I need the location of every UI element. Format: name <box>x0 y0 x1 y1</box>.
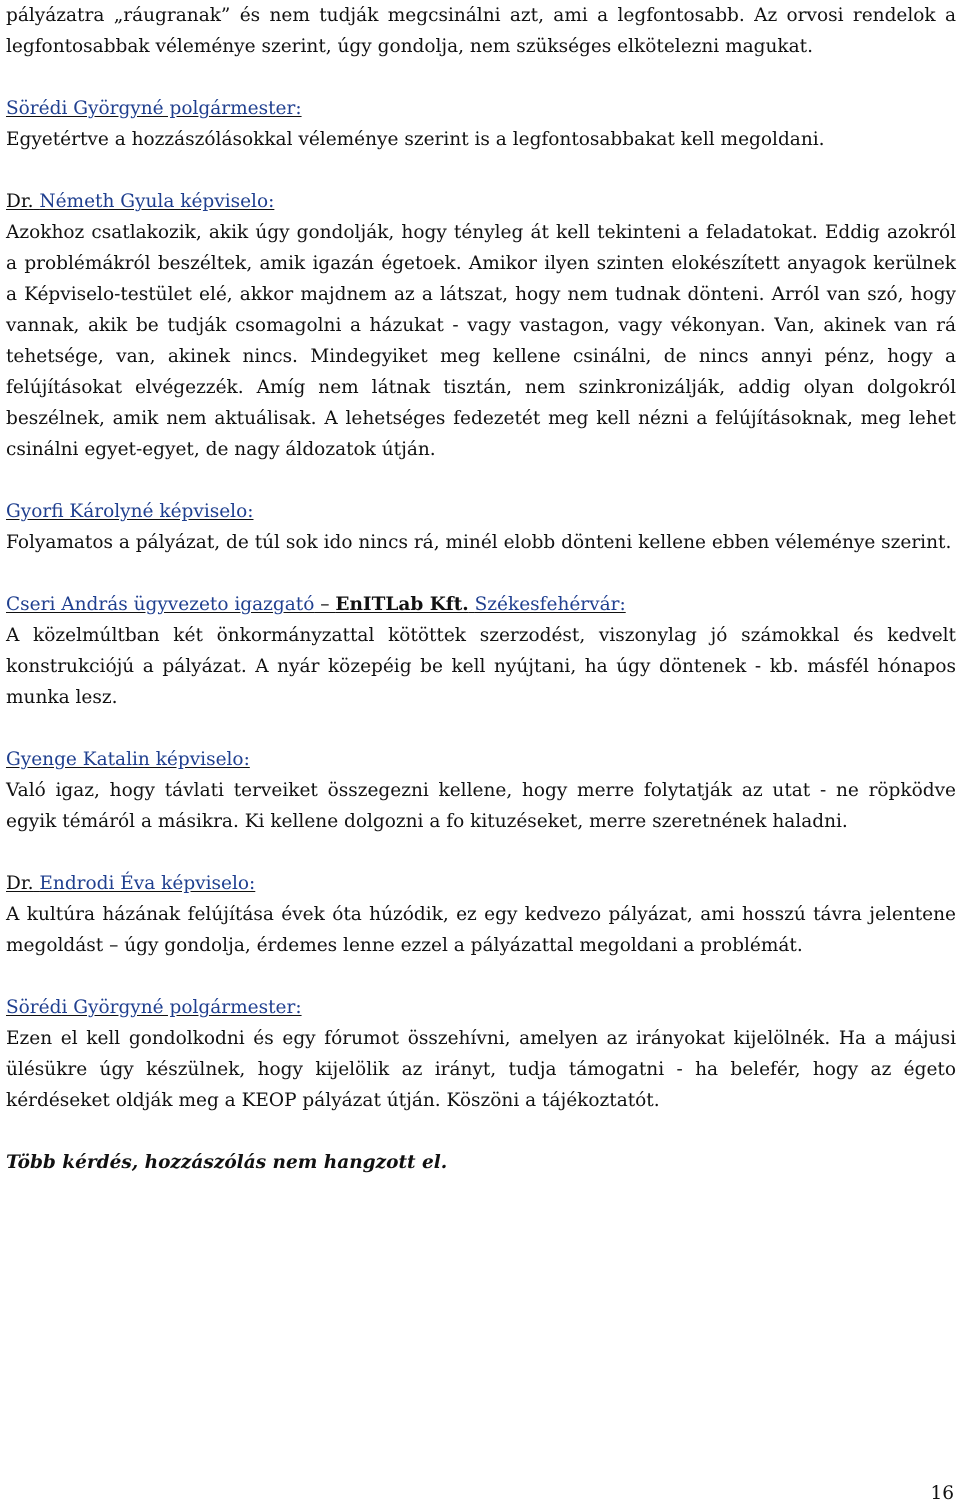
speech-paragraph: A közelmúltban két önkormányzattal kötöttek szerzodést, viszonylag jó számokkal és kedvelt konstrukciójú a pályázat. A nyár közepéig be kell nyújtani, ha úgy döntenek - kb. másfél hónapos munka lesz. <box>6 625 956 708</box>
speaker-heading <box>6 93 956 124</box>
speaker-heading <box>6 186 956 217</box>
speaker-name: Gyenge Katalin képviselo: <box>6 749 250 770</box>
speaker-name: Sörédi Györgyné polgármester: <box>6 997 302 1018</box>
speaker-name: Endrodi Éva képviselo: <box>39 873 256 894</box>
intro-paragraph: pályázatra „ráugranak” és nem tudják megcsinálni azt, ami a legfontosabb. Az orvosi rendelok a legfontosabbak véleménye szerint, úgy gondolja, nem szükséges elkötelezni magukat. <box>6 5 956 57</box>
speaker-heading <box>6 992 956 1023</box>
speaker-title: Dr. <box>6 191 34 212</box>
speaker-city: Székesfehérvár: <box>474 594 626 615</box>
speech-paragraph: A kultúra házának felújítása évek óta húzódik, ez egy kedvezo pályázat, ami hosszú távra jelentene megoldást – úgy gondolja, érdemes lenne ezzel a pályázattal megoldani a problémát. <box>6 904 956 956</box>
speech-paragraph: Ezen el kell gondolkodni és egy fórumot összehívni, amelyen az irányokat kijelölnék. Ha a májusi ülésükre úgy készülnek, hogy kijelölik az irányt, tudja támogatni - ha belefér, hogy az égeto kérdéseket oldják meg a KEOP pályázat útján. Köszöni a tájékoztatót. <box>6 1028 956 1111</box>
speaker-heading <box>6 868 956 899</box>
speech-paragraph: Egyetértve a hozzászólásokkal véleménye szerint is a legfontosabbakat kell megoldani. <box>6 129 825 150</box>
company-name: EnITLab Kft. <box>335 594 469 615</box>
speaker-heading <box>6 589 956 620</box>
speech-paragraph: Azokhoz csatlakozik, akik úgy gondolják, hogy tényleg át kell tekinteni a feladatokat. Eddig azokról a problémákról beszéltek, amik igazán égetoek. Amikor ilyen szinten elokészített anyagok kerülnek a Képviselo-testület elé, akkor majdnem az a látszat, hogy nem tudnak dönteni. Arról van szó, hogy vannak, akik be tudják csomagolni a házukat - vagy vastagon, vagy vékonyan. Van, akinek van rá tehetsége, van, akinek nincs. Mindegyiket meg kellene csinálni, de nincs annyi pénz, hogy a felújításokat elvégezzék. Amíg nem látnak tisztán, nem szinkronizálják, addig olyan dolgokról beszélnek, amik nem aktuálisak. A lehetséges fedezetét meg kell nézni a felújításoknak, meg lehet csinálni egyet-egyet, de nagy áldozatok útján. <box>6 222 956 460</box>
speaker-name: Németh Gyula képviselo: <box>39 191 275 212</box>
speech-paragraph: Való igaz, hogy távlati terveiket összegezni kellene, hogy merre folytatják az utat - ne röpködve egyik témáról a másikra. Ki kellene dolgozni a fo kituzéseket, merre szeretnének haladni. <box>6 780 956 832</box>
speaker-heading <box>6 744 956 775</box>
speaker-dash: – <box>314 594 336 615</box>
speaker-name: Sörédi Györgyné polgármester: <box>6 98 302 119</box>
speaker-name: Cseri András ügyvezeto igazgató <box>6 594 315 615</box>
page-number: 16 <box>930 1483 954 1504</box>
speaker-name: Gyorfi Károlyné képviselo: <box>6 501 254 522</box>
speaker-title: Dr. <box>6 873 34 894</box>
closing-statement: Több kérdés, hozzászólás nem hangzott el. <box>6 1152 448 1173</box>
speech-paragraph: Folyamatos a pályázat, de túl sok ido nincs rá, minél elobb dönteni kellene ebben véleménye szerint. <box>6 532 952 553</box>
speaker-heading <box>6 496 956 527</box>
document-page <box>6 0 956 1178</box>
